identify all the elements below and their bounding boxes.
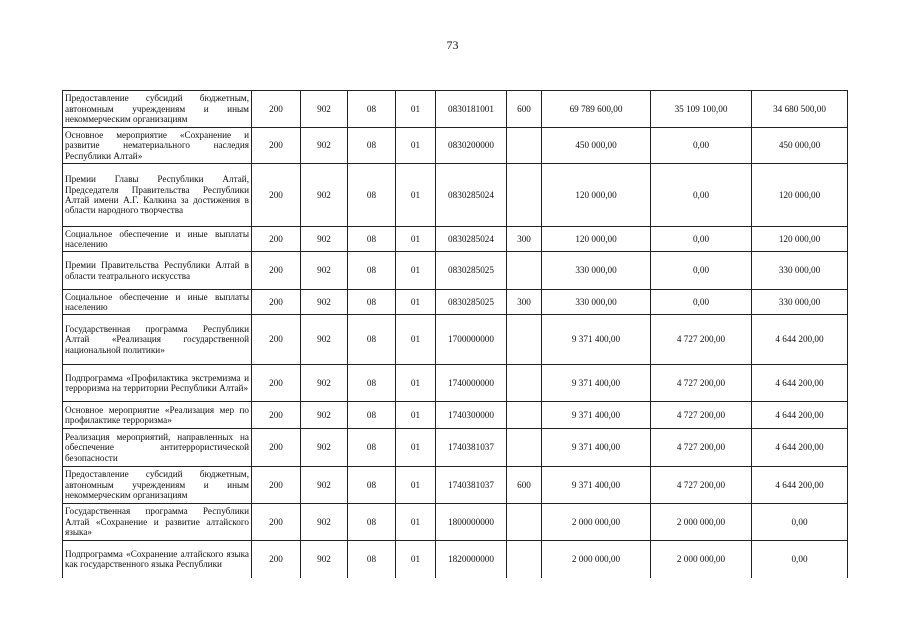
subsection-cell: 01 — [396, 164, 436, 227]
table-row — [63, 164, 848, 227]
section-cell: 08 — [348, 91, 396, 128]
gl-code-cell: 200 — [252, 402, 301, 429]
subsection-cell: 01 — [396, 429, 436, 467]
expense-type-cell — [507, 402, 542, 429]
section-cell: 08 — [348, 365, 396, 402]
gl-code-cell: 200 — [252, 315, 301, 365]
table-row — [63, 91, 848, 128]
subsection-cell: 01 — [396, 290, 436, 315]
subsection-cell: 01 — [396, 128, 436, 164]
row-name-cell: Основное мероприятие «Сохранение и развитие нематериального наследия Республики Алтай» — [63, 128, 252, 164]
row-name-cell: Социальное обеспечение и иные выплаты населению — [63, 227, 252, 252]
subsection-cell: 01 — [396, 541, 436, 578]
row-name-cell: Предоставление субсидий бюджетным, автономным учреждениям и иным некоммерческим организациям — [63, 467, 252, 504]
table-row — [63, 504, 848, 541]
table-row — [63, 315, 848, 365]
row-name-cell: Государственная программа Республики Алтай «Сохранение и развитие алтайского языка» — [63, 504, 252, 541]
sum-year1-cell: 2 000 000,00 — [542, 541, 651, 578]
expense-type-cell — [507, 315, 542, 365]
section-cell: 08 — [348, 315, 396, 365]
section-cell: 08 — [348, 290, 396, 315]
gl-code-cell: 200 — [252, 128, 301, 164]
subsection-cell: 01 — [396, 365, 436, 402]
sum-year1-cell: 120 000,00 — [542, 164, 651, 227]
sum-year2-cell: 4 727 200,00 — [651, 402, 752, 429]
subsection-cell: 01 — [396, 467, 436, 504]
ministry-code-cell: 902 — [301, 315, 348, 365]
table-row — [63, 128, 848, 164]
sum-year1-cell: 9 371 400,00 — [542, 365, 651, 402]
sum-year1-cell: 9 371 400,00 — [542, 402, 651, 429]
sum-year3-cell: 0,00 — [752, 541, 848, 578]
sum-year2-cell: 4 727 200,00 — [651, 315, 752, 365]
sum-year2-cell: 2 000 000,00 — [651, 541, 752, 578]
table-body — [63, 91, 848, 578]
subsection-cell: 01 — [396, 402, 436, 429]
sum-year2-cell: 4 727 200,00 — [651, 365, 752, 402]
section-cell: 08 — [348, 227, 396, 252]
sum-year1-cell: 69 789 600,00 — [542, 91, 651, 128]
gl-code-cell: 200 — [252, 91, 301, 128]
table-row — [63, 252, 848, 290]
sum-year1-cell: 9 371 400,00 — [542, 315, 651, 365]
ministry-code-cell: 902 — [301, 252, 348, 290]
ministry-code-cell: 902 — [301, 128, 348, 164]
target-article-cell: 0830285024 — [436, 164, 507, 227]
sum-year2-cell: 0,00 — [651, 290, 752, 315]
gl-code-cell: 200 — [252, 252, 301, 290]
sum-year1-cell: 9 371 400,00 — [542, 467, 651, 504]
ministry-code-cell: 902 — [301, 227, 348, 252]
section-cell: 08 — [348, 128, 396, 164]
ministry-code-cell: 902 — [301, 91, 348, 128]
ministry-code-cell: 902 — [301, 504, 348, 541]
row-name-cell: Предоставление субсидий бюджетным, автономным учреждениям и иным некоммерческим организациям — [63, 91, 252, 128]
subsection-cell: 01 — [396, 91, 436, 128]
subsection-cell: 01 — [396, 504, 436, 541]
sum-year1-cell: 2 000 000,00 — [542, 504, 651, 541]
row-name-cell: Премии Главы Республики Алтай, Председателя Правительства Республики Алтай имени А.Г. Калкина за достижения в области народного творчества — [63, 164, 252, 227]
sum-year2-cell: 0,00 — [651, 227, 752, 252]
ministry-code-cell: 902 — [301, 365, 348, 402]
ministry-code-cell: 902 — [301, 290, 348, 315]
gl-code-cell: 200 — [252, 467, 301, 504]
gl-code-cell: 200 — [252, 290, 301, 315]
section-cell: 08 — [348, 252, 396, 290]
target-article-cell: 0830181001 — [436, 91, 507, 128]
subsection-cell: 01 — [396, 227, 436, 252]
section-cell: 08 — [348, 467, 396, 504]
sum-year3-cell: 0,00 — [752, 504, 848, 541]
sum-year3-cell: 4 644 200,00 — [752, 315, 848, 365]
sum-year1-cell: 330 000,00 — [542, 252, 651, 290]
table-row — [63, 541, 848, 578]
section-cell: 08 — [348, 541, 396, 578]
sum-year3-cell: 34 680 500,00 — [752, 91, 848, 128]
sum-year2-cell: 2 000 000,00 — [651, 504, 752, 541]
target-article-cell: 0830285025 — [436, 252, 507, 290]
target-article-cell: 1820000000 — [436, 541, 507, 578]
table-row — [63, 467, 848, 504]
ministry-code-cell: 902 — [301, 541, 348, 578]
sum-year1-cell: 330 000,00 — [542, 290, 651, 315]
row-name-cell: Государственная программа Республики Алтай «Реализация государственной национальной политики» — [63, 315, 252, 365]
sum-year3-cell: 450 000,00 — [752, 128, 848, 164]
row-name-cell: Социальное обеспечение и иные выплаты населению — [63, 290, 252, 315]
expense-type-cell — [507, 504, 542, 541]
table-row — [63, 227, 848, 252]
sum-year2-cell: 4 727 200,00 — [651, 467, 752, 504]
sum-year1-cell: 450 000,00 — [542, 128, 651, 164]
page-number: 73 — [446, 38, 459, 52]
target-article-cell: 0830285025 — [436, 290, 507, 315]
table-row — [63, 290, 848, 315]
section-cell: 08 — [348, 164, 396, 227]
expense-type-cell — [507, 164, 542, 227]
ministry-code-cell: 902 — [301, 467, 348, 504]
target-article-cell: 1740381037 — [436, 467, 507, 504]
expense-type-cell: 600 — [507, 91, 542, 128]
subsection-cell: 01 — [396, 315, 436, 365]
gl-code-cell: 200 — [252, 365, 301, 402]
target-article-cell: 1800000000 — [436, 504, 507, 541]
sum-year2-cell: 35 109 100,00 — [651, 91, 752, 128]
row-name-cell: Премии Правительства Республики Алтай в области театрального искусства — [63, 252, 252, 290]
ministry-code-cell: 902 — [301, 429, 348, 467]
sum-year3-cell: 330 000,00 — [752, 252, 848, 290]
expense-type-cell — [507, 252, 542, 290]
target-article-cell: 1740381037 — [436, 429, 507, 467]
gl-code-cell: 200 — [252, 164, 301, 227]
table-row — [63, 429, 848, 467]
section-cell: 08 — [348, 504, 396, 541]
sum-year3-cell: 120 000,00 — [752, 227, 848, 252]
target-article-cell: 1700000000 — [436, 315, 507, 365]
table-row — [63, 402, 848, 429]
sum-year3-cell: 4 644 200,00 — [752, 402, 848, 429]
row-name-cell: Подпрограмма «Сохранение алтайского языка как государственного языка Республики — [63, 541, 252, 578]
target-article-cell: 0830200000 — [436, 128, 507, 164]
target-article-cell: 1740000000 — [436, 365, 507, 402]
section-cell: 08 — [348, 402, 396, 429]
sum-year2-cell: 0,00 — [651, 128, 752, 164]
target-article-cell: 1740300000 — [436, 402, 507, 429]
gl-code-cell: 200 — [252, 227, 301, 252]
ministry-code-cell: 902 — [301, 164, 348, 227]
sum-year2-cell: 4 727 200,00 — [651, 429, 752, 467]
expense-type-cell: 600 — [507, 467, 542, 504]
sum-year3-cell: 330 000,00 — [752, 290, 848, 315]
row-name-cell: Реализация мероприятий, направленных на обеспечение антитеррористической безопасности — [63, 429, 252, 467]
gl-code-cell: 200 — [252, 504, 301, 541]
sum-year1-cell: 120 000,00 — [542, 227, 651, 252]
expense-type-cell — [507, 128, 542, 164]
expense-type-cell — [507, 365, 542, 402]
expense-type-cell — [507, 429, 542, 467]
row-name-cell: Подпрограмма «Профилактика экстремизма и терроризма на территории Республики Алтай» — [63, 365, 252, 402]
expense-type-cell: 300 — [507, 290, 542, 315]
expense-type-cell — [507, 541, 542, 578]
target-article-cell: 0830285024 — [436, 227, 507, 252]
sum-year2-cell: 0,00 — [651, 252, 752, 290]
sum-year1-cell: 9 371 400,00 — [542, 429, 651, 467]
gl-code-cell: 200 — [252, 429, 301, 467]
sum-year3-cell: 120 000,00 — [752, 164, 848, 227]
sum-year3-cell: 4 644 200,00 — [752, 467, 848, 504]
subsection-cell: 01 — [396, 252, 436, 290]
sum-year3-cell: 4 644 200,00 — [752, 365, 848, 402]
table-row — [63, 365, 848, 402]
section-cell: 08 — [348, 429, 396, 467]
budget-table — [62, 90, 848, 578]
gl-code-cell: 200 — [252, 541, 301, 578]
row-name-cell: Основное мероприятие «Реализация мер по профилактике терроризма» — [63, 402, 252, 429]
expense-type-cell: 300 — [507, 227, 542, 252]
sum-year2-cell: 0,00 — [651, 164, 752, 227]
sum-year3-cell: 4 644 200,00 — [752, 429, 848, 467]
ministry-code-cell: 902 — [301, 402, 348, 429]
